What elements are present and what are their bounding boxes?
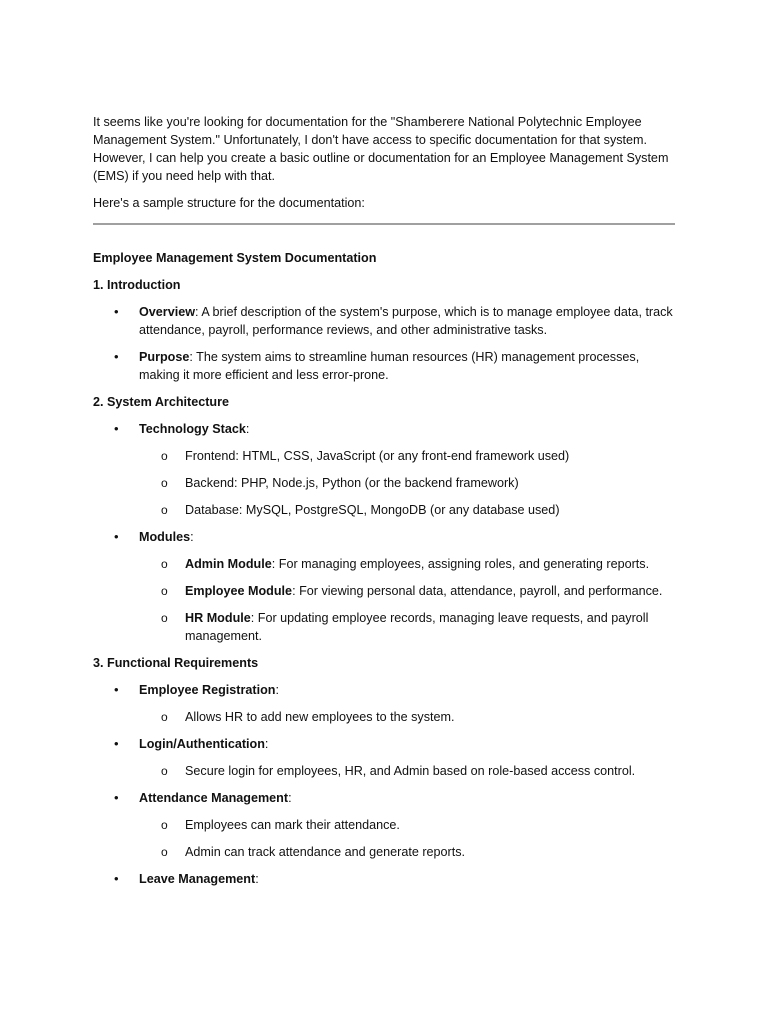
sub-bullet-icon: o: [161, 611, 168, 625]
sub-item-text: Allows HR to add new employees to the system.: [185, 710, 455, 724]
list-item-login-authentication: [93, 735, 675, 780]
technology-stack-sublist: [139, 447, 675, 519]
bullet-icon: •: [114, 421, 119, 436]
term-label: Attendance Management: [139, 791, 289, 805]
bullet-icon: •: [114, 736, 119, 751]
bullet-icon: •: [114, 871, 119, 886]
sub-bullet-icon: o: [161, 845, 168, 859]
sample-structure-note: Here's a sample structure for the documentation:: [93, 196, 365, 210]
sublist-item-frontend: [139, 447, 675, 465]
sublist-item: [139, 762, 675, 780]
sub-bullet-icon: o: [161, 449, 168, 463]
term-label: Employee Registration: [139, 683, 276, 697]
term-label: Admin Module: [185, 557, 272, 571]
item-description: : For viewing personal data, attendance, payroll, and performance.: [292, 584, 663, 598]
sub-item-text: Secure login for employees, HR, and Admin based on role-based access control.: [185, 764, 636, 778]
sub-bullet-icon: o: [161, 584, 168, 598]
sublist-item-employee-module: [139, 582, 675, 600]
sub-item-text: Employees can mark their attendance.: [185, 818, 400, 832]
item-description: : For managing employees, assigning roles, and generating reports.: [271, 557, 650, 571]
sublist-item-backend: [139, 474, 675, 492]
list-item-overview: [93, 303, 675, 339]
sublist-item-database: [139, 501, 675, 519]
sub-bullet-icon: o: [161, 710, 168, 724]
term-colon: :: [275, 683, 279, 697]
section-heading-introduction: 1. Introduction: [93, 278, 181, 292]
sub-item-text: Database: MySQL, PostgreSQL, MongoDB (or any database used): [185, 503, 560, 517]
bullet-icon: •: [114, 529, 119, 544]
term-colon: :: [264, 737, 269, 751]
term-label: Purpose: [139, 350, 190, 364]
section-heading-system-architecture: 2. System Architecture: [93, 395, 230, 409]
functional-requirements-list: [93, 681, 675, 888]
term-label: Overview: [139, 305, 196, 319]
bullet-icon: •: [114, 304, 119, 319]
sub-bullet-icon: o: [161, 818, 168, 832]
bullet-icon: •: [114, 790, 119, 805]
list-item-employee-registration: [93, 681, 675, 726]
term-label: Leave Management: [139, 872, 256, 886]
list-item-modules: [93, 528, 675, 645]
modules-sublist: [139, 555, 675, 645]
term-label: Technology Stack: [139, 422, 246, 436]
sub-bullet-icon: o: [161, 557, 168, 571]
login-sublist: [139, 762, 675, 780]
term-colon: :: [245, 422, 250, 436]
sub-bullet-icon: o: [161, 503, 168, 517]
term-colon: :: [190, 530, 194, 544]
introduction-list: [93, 303, 675, 384]
list-item-technology-stack: [93, 420, 675, 519]
term-colon: :: [255, 872, 259, 886]
term-label: HR Module: [185, 611, 251, 625]
term-colon: :: [288, 791, 292, 805]
list-item-leave-management: [93, 870, 675, 888]
sublist-item: [139, 843, 675, 861]
bullet-icon: •: [114, 682, 119, 697]
document-title: Employee Management System Documentation: [93, 251, 377, 265]
sub-item-text: Backend: PHP, Node.js, Python (or the backend framework): [185, 476, 519, 490]
sublist-item: [139, 708, 675, 726]
sublist-item: [139, 816, 675, 834]
sublist-item-admin-module: [139, 555, 675, 573]
item-description: : The system aims to streamline human resources (HR) management processes, making it more efficient and less error-prone.: [139, 350, 640, 382]
item-description: : For updating employee records, managing leave requests, and payroll management.: [185, 611, 649, 643]
sub-item-text: Admin can track attendance and generate reports.: [185, 845, 466, 859]
attendance-sublist: [139, 816, 675, 861]
bullet-icon: •: [114, 349, 119, 364]
intro-paragraph: It seems like you're looking for documentation for the "Shamberere National Polytechnic Employee Management System." Unfortunately, I don't have access to specific documentation for that system. However, I can help you create a basic outline or documentation for an Employee Management System (EMS) if you need help with that.: [93, 115, 669, 183]
section-heading-functional-requirements: 3. Functional Requirements: [93, 656, 259, 670]
sub-bullet-icon: o: [161, 476, 168, 490]
registration-sublist: [139, 708, 675, 726]
term-label: Modules: [139, 530, 191, 544]
sub-bullet-icon: o: [161, 764, 168, 778]
architecture-list: [93, 420, 675, 645]
term-label: Employee Module: [185, 584, 293, 598]
term-label: Login/Authentication: [139, 737, 265, 751]
list-item-purpose: [93, 348, 675, 384]
item-description: : A brief description of the system's purpose, which is to manage employee data, track attendance, payroll, performance reviews, and other administrative tasks.: [139, 305, 673, 337]
list-item-attendance-management: [93, 789, 675, 861]
horizontal-rule: [93, 223, 675, 225]
sub-item-text: Frontend: HTML, CSS, JavaScript (or any front-end framework used): [185, 449, 570, 463]
sublist-item-hr-module: [139, 609, 675, 645]
